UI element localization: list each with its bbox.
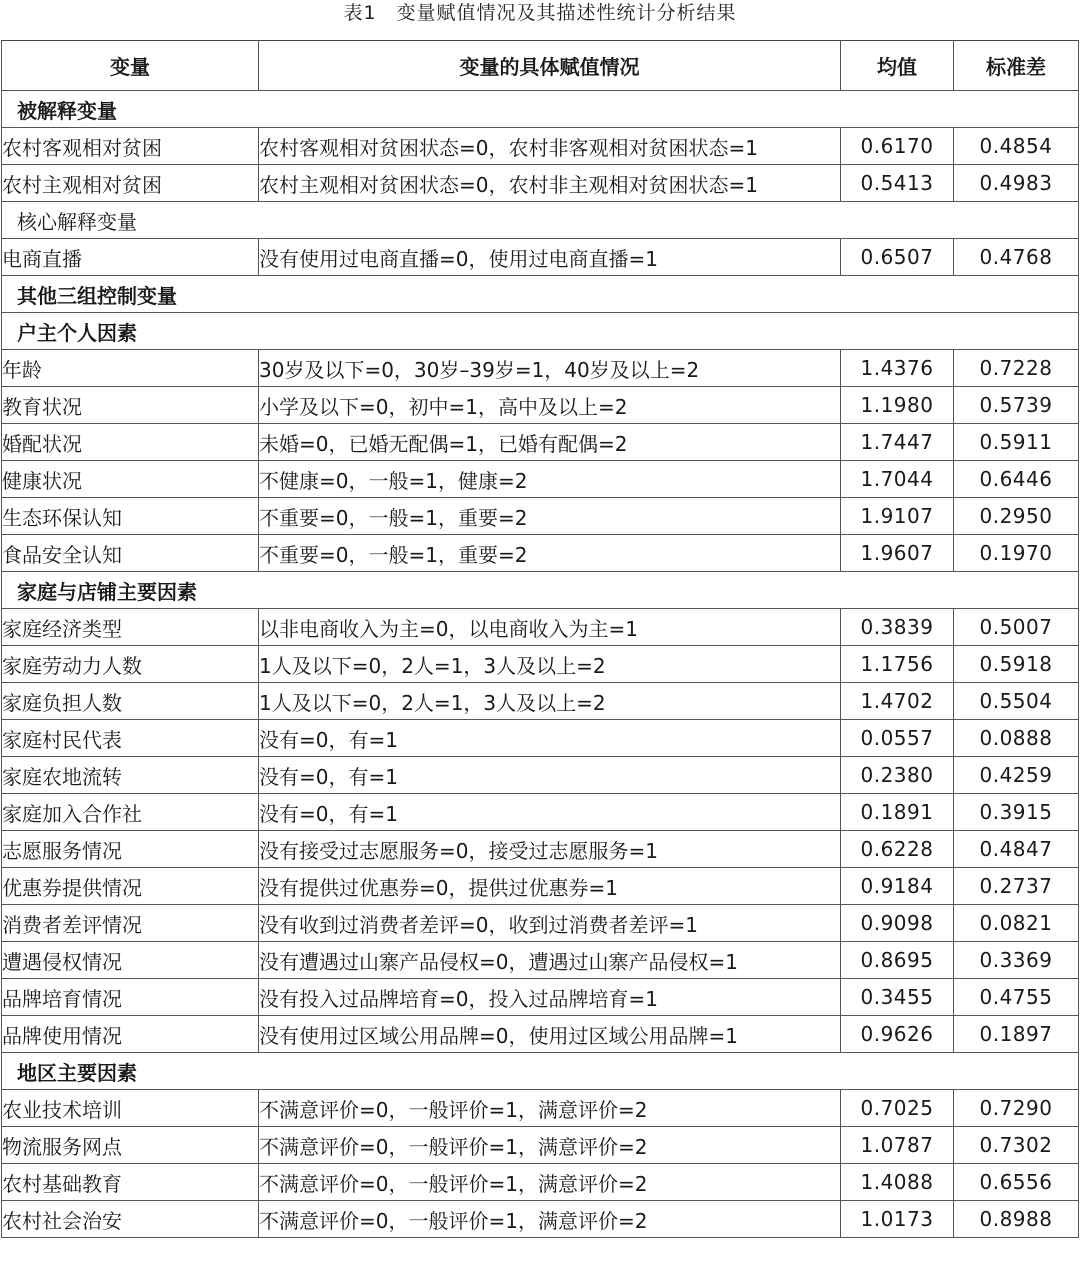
cell-mean: 1.4376 — [841, 350, 954, 387]
cell-mean: 1.9107 — [841, 498, 954, 535]
cell-assignment: 1人及以下=0，2人=1，3人及以上=2 — [259, 646, 841, 683]
cell-variable: 品牌培育情况 — [2, 979, 259, 1016]
cell-mean: 0.2380 — [841, 757, 954, 794]
table-row — [2, 535, 1079, 572]
cell-assignment: 未婚=0，已婚无配偶=1，已婚有配偶=2 — [259, 424, 841, 461]
cell-mean: 0.9098 — [841, 905, 954, 942]
cell-mean: 0.3839 — [841, 609, 954, 646]
cell-sd: 0.8988 — [954, 1201, 1079, 1238]
table-body — [2, 91, 1079, 1238]
cell-variable: 年龄 — [2, 350, 259, 387]
cell-mean: 1.4088 — [841, 1164, 954, 1201]
table-row — [2, 1164, 1079, 1201]
cell-assignment: 没有=0，有=1 — [259, 794, 841, 831]
cell-assignment: 没有=0，有=1 — [259, 757, 841, 794]
table-row — [2, 128, 1079, 165]
table-caption: 表1 变量赋值情况及其描述性统计分析结果 — [343, 2, 737, 24]
cell-sd: 0.2950 — [954, 498, 1079, 535]
cell-assignment: 没有使用过电商直播=0，使用过电商直播=1 — [259, 239, 841, 276]
cell-mean: 1.0787 — [841, 1127, 954, 1164]
cell-sd: 0.7290 — [954, 1090, 1079, 1127]
cell-assignment: 不满意评价=0，一般评价=1，满意评价=2 — [259, 1090, 841, 1127]
cell-mean: 0.6507 — [841, 239, 954, 276]
cell-assignment: 不健康=0，一般=1，健康=2 — [259, 461, 841, 498]
cell-assignment: 没有接受过志愿服务=0，接受过志愿服务=1 — [259, 831, 841, 868]
cell-variable: 农村社会治安 — [2, 1201, 259, 1238]
cell-sd: 0.2737 — [954, 868, 1079, 905]
cell-assignment: 农村主观相对贫困状态=0，农村非主观相对贫困状态=1 — [259, 165, 841, 202]
cell-variable: 物流服务网点 — [2, 1127, 259, 1164]
cell-assignment: 1人及以下=0，2人=1，3人及以上=2 — [259, 683, 841, 720]
table-row — [2, 387, 1079, 424]
cell-mean: 0.0557 — [841, 720, 954, 757]
table-row — [2, 165, 1079, 202]
section-row — [2, 202, 1079, 239]
cell-mean: 1.4702 — [841, 683, 954, 720]
cell-variable: 品牌使用情况 — [2, 1016, 259, 1053]
cell-variable: 家庭劳动力人数 — [2, 646, 259, 683]
cell-assignment: 没有收到过消费者差评=0，收到过消费者差评=1 — [259, 905, 841, 942]
section-row — [2, 276, 1079, 313]
cell-sd: 0.1970 — [954, 535, 1079, 572]
cell-assignment: 没有提供过优惠券=0，提供过优惠券=1 — [259, 868, 841, 905]
header-mean: 均值 — [841, 41, 954, 91]
cell-variable: 家庭村民代表 — [2, 720, 259, 757]
section-title: 被解释变量 — [2, 91, 1079, 128]
cell-variable: 农村基础教育 — [2, 1164, 259, 1201]
cell-assignment: 没有使用过区域公用品牌=0，使用过区域公用品牌=1 — [259, 1016, 841, 1053]
cell-variable: 家庭负担人数 — [2, 683, 259, 720]
cell-sd: 0.6446 — [954, 461, 1079, 498]
cell-sd: 0.7302 — [954, 1127, 1079, 1164]
cell-variable: 消费者差评情况 — [2, 905, 259, 942]
cell-variable: 优惠券提供情况 — [2, 868, 259, 905]
cell-assignment: 30岁及以下=0，30岁–39岁=1，40岁及以上=2 — [259, 350, 841, 387]
table-row — [2, 831, 1079, 868]
section-row — [2, 1053, 1079, 1090]
cell-mean: 0.7025 — [841, 1090, 954, 1127]
section-row — [2, 91, 1079, 128]
cell-variable: 家庭加入合作社 — [2, 794, 259, 831]
table-row — [2, 868, 1079, 905]
cell-mean: 0.9184 — [841, 868, 954, 905]
cell-variable: 农业技术培训 — [2, 1090, 259, 1127]
table-row — [2, 1127, 1079, 1164]
cell-mean: 1.1980 — [841, 387, 954, 424]
cell-assignment: 没有=0，有=1 — [259, 720, 841, 757]
cell-assignment: 不重要=0，一般=1，重要=2 — [259, 535, 841, 572]
cell-mean: 0.5413 — [841, 165, 954, 202]
cell-assignment: 不满意评价=0，一般评价=1，满意评价=2 — [259, 1164, 841, 1201]
cell-mean: 1.7044 — [841, 461, 954, 498]
cell-mean: 1.0173 — [841, 1201, 954, 1238]
table-row — [2, 757, 1079, 794]
cell-assignment: 以非电商收入为主=0，以电商收入为主=1 — [259, 609, 841, 646]
cell-sd: 0.1897 — [954, 1016, 1079, 1053]
section-title: 地区主要因素 — [2, 1053, 1079, 1090]
cell-sd: 0.4259 — [954, 757, 1079, 794]
cell-sd: 0.6556 — [954, 1164, 1079, 1201]
cell-assignment: 农村客观相对贫困状态=0，农村非客观相对贫困状态=1 — [259, 128, 841, 165]
cell-sd: 0.5007 — [954, 609, 1079, 646]
cell-assignment: 小学及以下=0，初中=1，高中及以上=2 — [259, 387, 841, 424]
table-row — [2, 979, 1079, 1016]
cell-mean: 0.6228 — [841, 831, 954, 868]
table-row — [2, 646, 1079, 683]
cell-sd: 0.0821 — [954, 905, 1079, 942]
table-row — [2, 350, 1079, 387]
cell-variable: 教育状况 — [2, 387, 259, 424]
section-row — [2, 572, 1079, 609]
table-row — [2, 683, 1079, 720]
cell-variable: 食品安全认知 — [2, 535, 259, 572]
cell-variable: 遭遇侵权情况 — [2, 942, 259, 979]
cell-assignment: 不满意评价=0，一般评价=1，满意评价=2 — [259, 1201, 841, 1238]
cell-sd: 0.4768 — [954, 239, 1079, 276]
cell-mean: 1.1756 — [841, 646, 954, 683]
table-row — [2, 1201, 1079, 1238]
cell-sd: 0.7228 — [954, 350, 1079, 387]
section-title: 户主个人因素 — [2, 313, 1079, 350]
cell-variable: 志愿服务情况 — [2, 831, 259, 868]
table-row — [2, 905, 1079, 942]
cell-mean: 0.8695 — [841, 942, 954, 979]
cell-sd: 0.3915 — [954, 794, 1079, 831]
cell-variable: 农村主观相对贫困 — [2, 165, 259, 202]
cell-sd: 0.4755 — [954, 979, 1079, 1016]
cell-variable: 健康状况 — [2, 461, 259, 498]
cell-sd: 0.4983 — [954, 165, 1079, 202]
cell-mean: 1.7447 — [841, 424, 954, 461]
table-row — [2, 424, 1079, 461]
cell-sd: 0.4847 — [954, 831, 1079, 868]
cell-variable: 婚配状况 — [2, 424, 259, 461]
cell-variable: 农村客观相对贫困 — [2, 128, 259, 165]
table-row — [2, 720, 1079, 757]
cell-variable: 电商直播 — [2, 239, 259, 276]
cell-sd: 0.5504 — [954, 683, 1079, 720]
cell-sd: 0.5739 — [954, 387, 1079, 424]
table-row — [2, 1016, 1079, 1053]
cell-mean: 0.9626 — [841, 1016, 954, 1053]
header-variable: 变量 — [2, 41, 259, 91]
cell-assignment: 没有遭遇过山寨产品侵权=0，遭遇过山寨产品侵权=1 — [259, 942, 841, 979]
section-title: 其他三组控制变量 — [2, 276, 1079, 313]
cell-mean: 0.3455 — [841, 979, 954, 1016]
cell-mean: 0.1891 — [841, 794, 954, 831]
cell-sd: 0.0888 — [954, 720, 1079, 757]
cell-variable: 生态环保认知 — [2, 498, 259, 535]
statistics-table — [1, 40, 1079, 1238]
cell-assignment: 没有投入过品牌培育=0，投入过品牌培育=1 — [259, 979, 841, 1016]
section-row — [2, 313, 1079, 350]
section-title: 核心解释变量 — [2, 202, 1079, 239]
table-row — [2, 239, 1079, 276]
cell-variable: 家庭农地流转 — [2, 757, 259, 794]
cell-assignment: 不满意评价=0，一般评价=1，满意评价=2 — [259, 1127, 841, 1164]
table-row — [2, 942, 1079, 979]
cell-sd: 0.5918 — [954, 646, 1079, 683]
table-row — [2, 609, 1079, 646]
table-row — [2, 498, 1079, 535]
table-row — [2, 794, 1079, 831]
section-title: 家庭与店铺主要因素 — [2, 572, 1079, 609]
cell-variable: 家庭经济类型 — [2, 609, 259, 646]
cell-sd: 0.5911 — [954, 424, 1079, 461]
cell-mean: 0.6170 — [841, 128, 954, 165]
header-assignment: 变量的具体赋值情况 — [259, 41, 841, 91]
cell-mean: 1.9607 — [841, 535, 954, 572]
table-row — [2, 461, 1079, 498]
cell-sd: 0.4854 — [954, 128, 1079, 165]
header-sd: 标准差 — [954, 41, 1079, 91]
cell-sd: 0.3369 — [954, 942, 1079, 979]
cell-assignment: 不重要=0，一般=1，重要=2 — [259, 498, 841, 535]
table-header-row — [2, 41, 1079, 91]
table-row — [2, 1090, 1079, 1127]
